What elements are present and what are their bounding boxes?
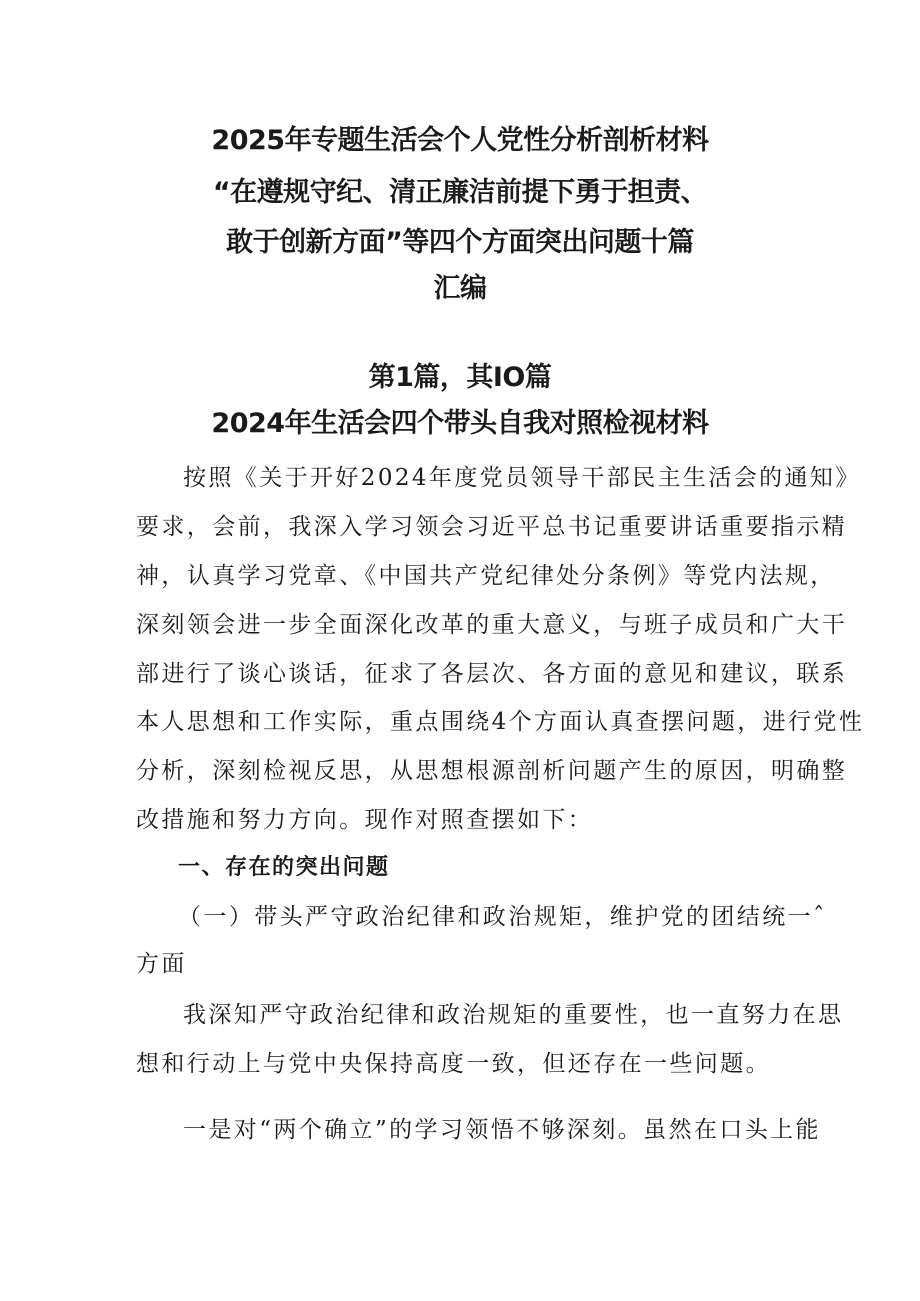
- subtitle-line-1: 第1篇，其IO篇: [368, 362, 552, 393]
- subsection-line-1: （一）带头严守政治纪律和政治规矩，维护党的团结统一ˆ: [178, 904, 827, 930]
- paragraph-line-1: 我深知严守政治纪律和政治规矩的重要性，也一直努力在思: [183, 1002, 844, 1028]
- paragraph-line-2: 想和行动上与党中央保持高度一致，但还存在一些问题。: [136, 1051, 771, 1077]
- subtitle-line-2: 2024年生活会四个带头自我对照检视材料: [211, 408, 709, 439]
- title-line-1: 2025年专题生活会个人党性分析剖析材料: [211, 125, 709, 156]
- section-heading: 一、存在的突出问题: [178, 855, 390, 880]
- intro-line-1: 按照《关于开好2024年度党员领导干部民主生活会的通知》: [183, 465, 861, 491]
- intro-line-4: 深刻领会进一步全面深化改革的重大意义，与班子成员和广大干: [136, 612, 848, 638]
- title-line-4: 汇编: [433, 273, 487, 304]
- intro-line-2: 要求，会前，我深入学习领会习近平总书记重要讲话重要指示精: [136, 514, 848, 540]
- title-line-2: “在遵规守纪、清正廉洁前提下勇于担责、: [212, 177, 708, 208]
- subsection-line-2: 方面: [136, 951, 187, 977]
- title-line-3: 敢于创新方面”等四个方面突出问题十篇: [226, 227, 694, 258]
- intro-line-6: 本人思想和工作实际，重点围绕4个方面认真查摆问题，进行党性: [136, 709, 865, 735]
- intro-line-8: 改措施和努力方向。现作对照查摆如下：: [136, 807, 594, 833]
- intro-line-5: 部进行了谈心谈话，征求了各层次、各方面的意见和建议，联系: [136, 661, 848, 687]
- intro-line-7: 分析，深刻检视反思，从思想根源剖析问题产生的原因，明确整: [136, 758, 848, 784]
- intro-line-3: 神，认真学习党章、《中国共产党纪律处分条例》等党内法规，: [136, 563, 836, 589]
- point-line-1: 一是对“两个确立”的学习领悟不够深刻。虽然在口头上能: [183, 1117, 821, 1143]
